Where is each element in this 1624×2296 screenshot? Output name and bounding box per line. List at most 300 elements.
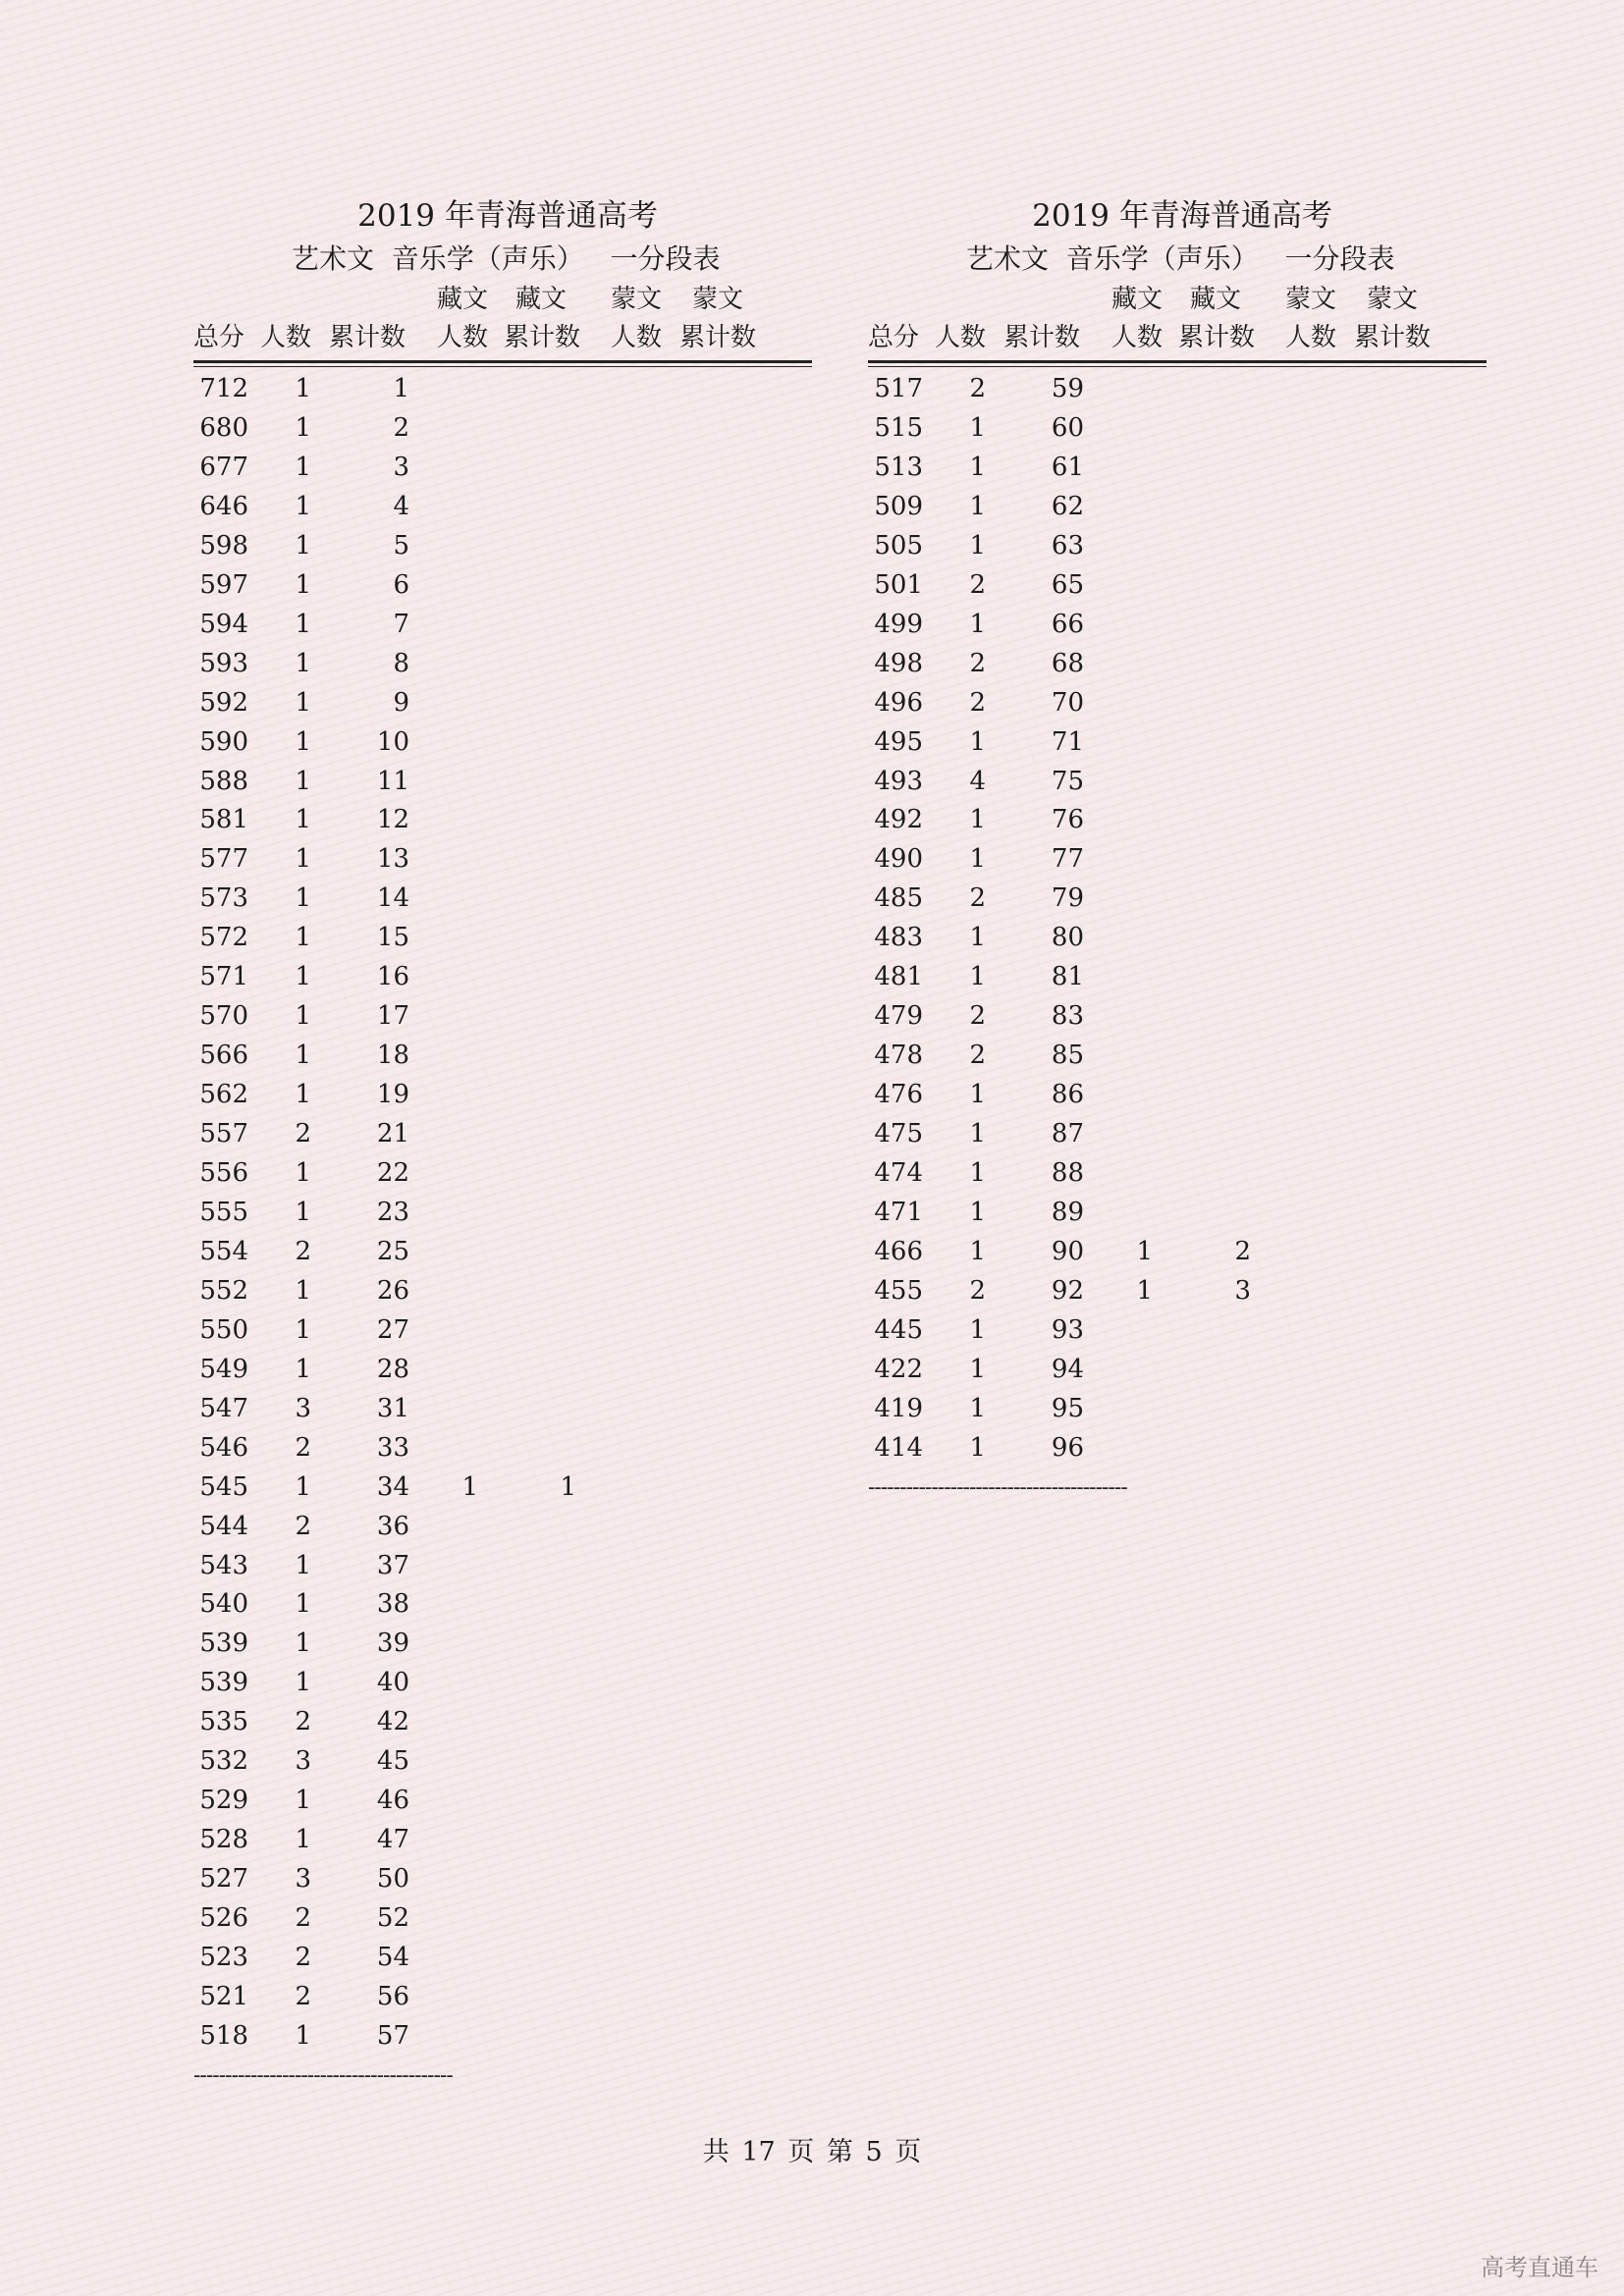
cumulative-cell: 47	[376, 1825, 409, 1855]
col-header-count: 人数	[935, 323, 987, 352]
count-cell: 1	[969, 1158, 986, 1188]
cumulative-cell: 36	[376, 1511, 409, 1541]
count-cell: 1	[969, 452, 986, 482]
score-cell: 478	[874, 1041, 923, 1071]
score-cell: 544	[199, 1511, 248, 1541]
cumulative-cell: 56	[376, 1981, 409, 2011]
count-cell: 2	[295, 1943, 311, 1972]
score-cell: 471	[874, 1197, 923, 1227]
table-title: 2019 年青海普通高考	[1032, 198, 1332, 234]
score-cell: 481	[874, 962, 923, 992]
count-cell: 2	[969, 1275, 986, 1306]
cumulative-cell: 6	[393, 569, 409, 600]
cumulative-cell: 57	[376, 2020, 409, 2051]
cumulative-cell: 90	[1051, 1236, 1084, 1266]
cumulative-cell: 96	[1051, 1432, 1084, 1463]
group-header-zang: 藏文	[1111, 285, 1164, 314]
table-row	[193, 526, 822, 565]
score-cell: 499	[874, 609, 923, 639]
score-cell: 495	[874, 726, 923, 757]
cumulative-cell: 76	[1051, 805, 1084, 835]
cumulative-cell: 14	[376, 883, 409, 914]
count-cell: 1	[295, 1629, 311, 1659]
count-cell: 2	[969, 687, 986, 718]
table-row	[193, 1938, 822, 1977]
score-cell: 543	[199, 1550, 248, 1580]
table-row	[868, 762, 1496, 801]
score-cell: 539	[199, 1668, 248, 1698]
score-cell: 594	[199, 609, 248, 639]
score-cell: 590	[199, 726, 248, 757]
score-cell: 556	[199, 1158, 248, 1188]
table-row	[193, 1546, 822, 1585]
score-cell: 518	[199, 2020, 248, 2051]
cumulative-cell: 70	[1051, 687, 1084, 718]
count-cell: 2	[295, 1903, 311, 1934]
score-cell: 517	[874, 374, 923, 403]
table-subtitle: 艺术文 音乐学（声乐） 一分段表	[966, 242, 1395, 275]
watermark-logo-text: 高考直通车	[1481, 2254, 1598, 2281]
table-row	[868, 565, 1496, 605]
count-cell: 1	[295, 883, 311, 914]
cumulative-cell: 13	[376, 844, 409, 875]
cumulative-cell: 83	[1051, 1001, 1084, 1032]
cumulative-cell: 31	[376, 1393, 409, 1423]
header-rule	[193, 360, 812, 363]
table-row	[868, 879, 1496, 918]
cumulative-cell: 85	[1051, 1041, 1084, 1071]
count-cell: 1	[969, 805, 986, 835]
table-row	[868, 722, 1496, 762]
count-cell: 1	[295, 1158, 311, 1188]
score-cell: 554	[199, 1236, 248, 1266]
score-cell: 527	[199, 1864, 248, 1895]
left-table	[193, 0, 822, 2296]
count-cell: 2	[969, 1001, 986, 1032]
score-cell: 466	[874, 1236, 923, 1266]
cumulative-cell: 28	[376, 1354, 409, 1384]
score-cell: 588	[199, 766, 248, 796]
table-row	[193, 644, 822, 683]
col-header-meng-count: 人数	[611, 323, 663, 352]
cumulative-cell: 93	[1051, 1314, 1084, 1345]
table-row	[193, 1114, 822, 1153]
zang-count-cell: 1	[1136, 1275, 1153, 1306]
col-header-cumulative: 累计数	[1003, 323, 1081, 352]
table-row	[193, 1153, 822, 1193]
table-subtitle: 艺术文 音乐学（声乐） 一分段表	[292, 242, 721, 275]
cumulative-cell: 23	[376, 1197, 409, 1227]
cumulative-cell: 86	[1051, 1080, 1084, 1110]
cumulative-cell: 11	[376, 766, 409, 796]
count-cell: 1	[295, 805, 311, 835]
count-cell: 1	[295, 530, 311, 561]
table-row	[193, 448, 822, 487]
cumulative-cell: 65	[1051, 569, 1084, 600]
count-cell: 1	[295, 1275, 311, 1306]
cumulative-cell: 38	[376, 1589, 409, 1620]
score-cell: 501	[874, 569, 923, 600]
score-cell: 712	[199, 374, 248, 403]
score-cell: 496	[874, 687, 923, 718]
col-header-score: 总分	[868, 323, 920, 352]
count-cell: 2	[295, 1707, 311, 1737]
group-header-meng: 蒙文	[692, 285, 744, 314]
cumulative-cell: 18	[376, 1041, 409, 1071]
score-cell: 474	[874, 1158, 923, 1188]
table-row	[868, 644, 1496, 683]
table-row	[868, 408, 1496, 448]
score-cell: 505	[874, 530, 923, 561]
group-header-meng: 蒙文	[611, 285, 663, 314]
table-row	[868, 957, 1496, 996]
score-cell: 475	[874, 1119, 923, 1149]
table-row	[193, 1898, 822, 1938]
score-cell: 680	[199, 412, 248, 443]
count-cell: 2	[295, 1236, 311, 1266]
cumulative-cell: 87	[1051, 1119, 1084, 1149]
count-cell: 1	[969, 530, 986, 561]
score-cell: 529	[199, 1786, 248, 1816]
count-cell: 1	[969, 1119, 986, 1149]
score-cell: 570	[199, 1001, 248, 1032]
col-header-cumulative: 累计数	[329, 323, 406, 352]
zang-cumulative-cell: 2	[1234, 1236, 1251, 1266]
table-row	[193, 879, 822, 918]
score-cell: 555	[199, 1197, 248, 1227]
table-row	[868, 1271, 1496, 1310]
score-cell: 414	[874, 1432, 923, 1463]
table-row	[868, 1075, 1496, 1114]
cumulative-cell: 75	[1051, 766, 1084, 796]
cumulative-cell: 45	[376, 1746, 409, 1777]
cumulative-cell: 80	[1051, 923, 1084, 953]
score-cell: 485	[874, 883, 923, 914]
count-cell: 1	[295, 1080, 311, 1110]
cumulative-cell: 15	[376, 923, 409, 953]
table-row	[868, 996, 1496, 1036]
count-cell: 1	[295, 1041, 311, 1071]
table-row	[193, 1624, 822, 1663]
count-cell: 1	[295, 1354, 311, 1384]
score-cell: 598	[199, 530, 248, 561]
count-cell: 1	[295, 844, 311, 875]
cumulative-cell: 89	[1051, 1197, 1084, 1227]
table-row	[193, 722, 822, 762]
count-cell: 1	[969, 962, 986, 992]
count-cell: 1	[295, 1197, 311, 1227]
table-row	[868, 1428, 1496, 1468]
count-cell: 2	[295, 1511, 311, 1541]
count-cell: 1	[969, 412, 986, 443]
score-cell: 646	[199, 491, 248, 521]
cumulative-cell: 22	[376, 1158, 409, 1188]
count-cell: 1	[295, 412, 311, 443]
table-row	[868, 1114, 1496, 1153]
count-cell: 1	[969, 1393, 986, 1423]
score-cell: 535	[199, 1707, 248, 1737]
cumulative-cell: 94	[1051, 1354, 1084, 1384]
count-cell: 1	[295, 1550, 311, 1580]
table-row	[193, 1193, 822, 1232]
col-header-meng-cumulative: 累计数	[679, 323, 757, 352]
cumulative-cell: 21	[376, 1119, 409, 1149]
count-cell: 2	[295, 1981, 311, 2011]
count-cell: 1	[969, 726, 986, 757]
cumulative-cell: 9	[393, 687, 409, 718]
table-row	[868, 1389, 1496, 1428]
cumulative-cell: 8	[393, 648, 409, 678]
cumulative-cell: 52	[376, 1903, 409, 1934]
table-row	[193, 1507, 822, 1546]
cumulative-cell: 37	[376, 1550, 409, 1580]
table-row	[193, 839, 822, 879]
cumulative-cell: 54	[376, 1943, 409, 1972]
cumulative-cell: 63	[1051, 530, 1084, 561]
zang-cumulative-cell: 1	[560, 1471, 576, 1502]
cumulative-cell: 95	[1051, 1393, 1084, 1423]
score-cell: 492	[874, 805, 923, 835]
cumulative-cell: 60	[1051, 412, 1084, 443]
count-cell: 1	[295, 569, 311, 600]
count-cell: 1	[969, 923, 986, 953]
col-header-zang-count: 人数	[1111, 323, 1164, 352]
count-cell: 2	[969, 569, 986, 600]
cumulative-cell: 5	[393, 530, 409, 561]
table-row	[193, 1271, 822, 1310]
count-cell: 1	[969, 1432, 986, 1463]
table-row	[868, 1036, 1496, 1075]
score-cell: 597	[199, 569, 248, 600]
cumulative-cell: 4	[393, 491, 409, 521]
cumulative-cell: 19	[376, 1080, 409, 1110]
table-end-rule: -----------------------------------------	[868, 1474, 1127, 1500]
score-cell: 581	[199, 805, 248, 835]
count-cell: 1	[295, 1786, 311, 1816]
group-header-meng: 蒙文	[1367, 285, 1419, 314]
count-cell: 1	[969, 1236, 986, 1266]
score-cell: 521	[199, 1981, 248, 2011]
table-title: 2019 年青海普通高考	[357, 198, 658, 234]
score-cell: 509	[874, 491, 923, 521]
score-cell: 592	[199, 687, 248, 718]
zang-count-cell: 1	[461, 1471, 478, 1502]
col-header-zang-cumulative: 累计数	[504, 323, 581, 352]
table-row	[193, 565, 822, 605]
score-cell: 546	[199, 1432, 248, 1463]
score-cell: 545	[199, 1471, 248, 1502]
count-cell: 3	[295, 1746, 311, 1777]
col-header-meng-cumulative: 累计数	[1354, 323, 1432, 352]
cumulative-cell: 81	[1051, 962, 1084, 992]
score-cell: 476	[874, 1080, 923, 1110]
score-cell: 566	[199, 1041, 248, 1071]
cumulative-cell: 66	[1051, 609, 1084, 639]
score-cell: 552	[199, 1275, 248, 1306]
score-cell: 577	[199, 844, 248, 875]
table-row	[193, 683, 822, 722]
cumulative-cell: 16	[376, 962, 409, 992]
count-cell: 1	[295, 2020, 311, 2051]
table-row	[868, 487, 1496, 526]
count-cell: 1	[295, 687, 311, 718]
count-cell: 1	[295, 766, 311, 796]
score-cell: 539	[199, 1629, 248, 1659]
score-cell: 445	[874, 1314, 923, 1345]
cumulative-cell: 61	[1051, 452, 1084, 482]
table-row	[868, 605, 1496, 644]
score-cell: 515	[874, 412, 923, 443]
cumulative-cell: 39	[376, 1629, 409, 1659]
count-cell: 1	[295, 1314, 311, 1345]
group-header-zang: 藏文	[515, 285, 568, 314]
cumulative-cell: 68	[1051, 648, 1084, 678]
count-cell: 2	[969, 648, 986, 678]
count-cell: 1	[295, 452, 311, 482]
table-row	[193, 918, 822, 957]
page-footer: 共 17 页 第 5 页	[702, 2137, 922, 2167]
zang-count-cell: 1	[1136, 1236, 1153, 1266]
score-cell: 490	[874, 844, 923, 875]
cumulative-cell: 25	[376, 1236, 409, 1266]
score-cell: 422	[874, 1354, 923, 1384]
cumulative-cell: 79	[1051, 883, 1084, 914]
cumulative-cell: 50	[376, 1864, 409, 1895]
cumulative-cell: 17	[376, 1001, 409, 1032]
count-cell: 3	[295, 1864, 311, 1895]
table-row	[193, 1232, 822, 1271]
score-cell: 572	[199, 923, 248, 953]
score-cell: 557	[199, 1119, 248, 1149]
cumulative-cell: 10	[376, 726, 409, 757]
count-cell: 1	[295, 1471, 311, 1502]
col-header-score: 总分	[193, 323, 245, 352]
count-cell: 2	[295, 1119, 311, 1149]
cumulative-cell: 88	[1051, 1158, 1084, 1188]
count-cell: 2	[969, 883, 986, 914]
table-row	[868, 1350, 1496, 1389]
table-row	[193, 1663, 822, 1702]
cumulative-cell: 40	[376, 1668, 409, 1698]
table-row	[868, 369, 1496, 408]
score-cell: 540	[199, 1589, 248, 1620]
cumulative-cell: 7	[393, 609, 409, 639]
table-row	[193, 1389, 822, 1428]
table-row	[868, 683, 1496, 722]
table-row	[193, 1350, 822, 1389]
score-cell: 483	[874, 923, 923, 953]
score-cell: 562	[199, 1080, 248, 1110]
count-cell: 1	[295, 962, 311, 992]
count-cell: 1	[969, 1314, 986, 1345]
right-table	[868, 0, 1496, 2296]
zang-cumulative-cell: 3	[1234, 1275, 1251, 1306]
score-cell: 513	[874, 452, 923, 482]
score-cell: 549	[199, 1354, 248, 1384]
group-header-zang: 藏文	[437, 285, 489, 314]
header-rule-thin	[868, 366, 1487, 367]
score-cell: 493	[874, 766, 923, 796]
count-cell: 1	[295, 1825, 311, 1855]
table-row	[193, 1310, 822, 1350]
score-cell: 593	[199, 648, 248, 678]
score-cell: 573	[199, 883, 248, 914]
table-row	[193, 996, 822, 1036]
table-row	[868, 448, 1496, 487]
count-cell: 1	[295, 648, 311, 678]
table-row	[868, 1232, 1496, 1271]
count-cell: 1	[295, 1668, 311, 1698]
table-row	[193, 1781, 822, 1820]
count-cell: 1	[295, 609, 311, 639]
cumulative-cell: 33	[376, 1432, 409, 1463]
cumulative-cell: 1	[393, 374, 409, 403]
col-header-meng-count: 人数	[1285, 323, 1337, 352]
count-cell: 1	[295, 726, 311, 757]
table-row	[193, 1820, 822, 1859]
table-row	[193, 1741, 822, 1781]
score-cell: 526	[199, 1903, 248, 1934]
count-cell: 1	[969, 1080, 986, 1110]
table-row	[868, 1193, 1496, 1232]
table-row	[193, 1702, 822, 1741]
table-row	[868, 839, 1496, 879]
group-header-meng: 蒙文	[1285, 285, 1337, 314]
table-row	[193, 605, 822, 644]
table-row	[868, 1310, 1496, 1350]
cumulative-cell: 71	[1051, 726, 1084, 757]
count-cell: 1	[969, 1354, 986, 1384]
cumulative-cell: 42	[376, 1707, 409, 1737]
table-row	[868, 526, 1496, 565]
count-cell: 2	[969, 1041, 986, 1071]
score-cell: 523	[199, 1943, 248, 1972]
score-cell: 419	[874, 1393, 923, 1423]
cumulative-cell: 12	[376, 805, 409, 835]
score-cell: 532	[199, 1746, 248, 1777]
count-cell: 1	[295, 491, 311, 521]
cumulative-cell: 46	[376, 1786, 409, 1816]
count-cell: 1	[295, 1001, 311, 1032]
count-cell: 1	[969, 491, 986, 521]
score-cell: 528	[199, 1825, 248, 1855]
table-end-rule: -----------------------------------------	[193, 2062, 453, 2088]
count-cell: 2	[969, 374, 986, 403]
cumulative-cell: 62	[1051, 491, 1084, 521]
count-cell: 2	[295, 1432, 311, 1463]
group-header-zang: 藏文	[1190, 285, 1242, 314]
cumulative-cell: 92	[1051, 1275, 1084, 1306]
count-cell: 1	[295, 374, 311, 403]
table-row	[193, 957, 822, 996]
header-rule-thin	[193, 366, 812, 367]
table-row	[193, 1075, 822, 1114]
header-rule	[868, 360, 1487, 363]
cumulative-cell: 3	[393, 452, 409, 482]
table-row	[868, 1153, 1496, 1193]
cumulative-cell: 77	[1051, 844, 1084, 875]
table-row	[193, 1468, 822, 1507]
score-cell: 550	[199, 1314, 248, 1345]
table-row	[193, 369, 822, 408]
table-row	[193, 1036, 822, 1075]
count-cell: 1	[969, 609, 986, 639]
count-cell: 1	[969, 1197, 986, 1227]
cumulative-cell: 2	[393, 412, 409, 443]
table-row	[868, 800, 1496, 839]
score-cell: 455	[874, 1275, 923, 1306]
cumulative-cell: 34	[376, 1471, 409, 1502]
